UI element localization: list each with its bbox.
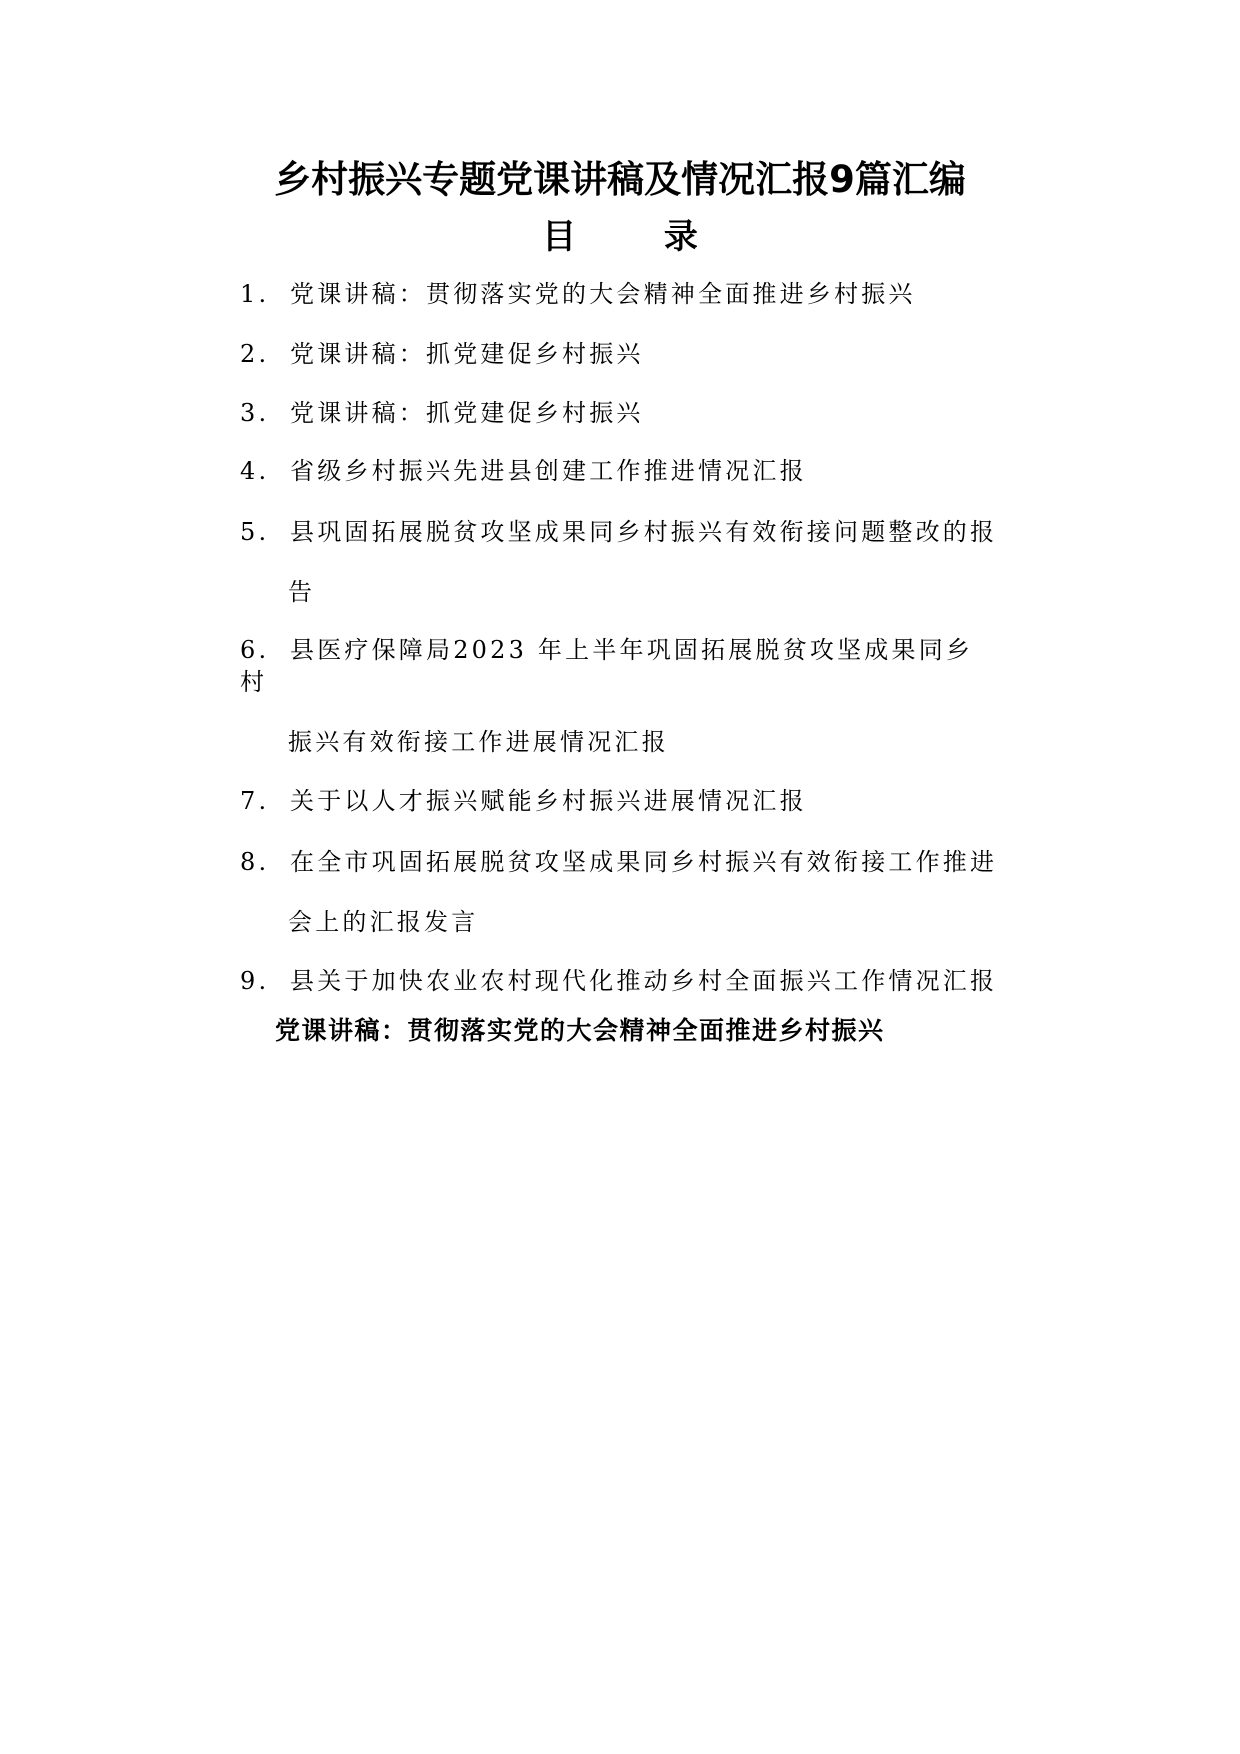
toc-item-text: 县医疗保障局2023 年上半年巩固拓展脱贫攻坚成果同乡 — [290, 636, 974, 664]
toc-item-8-continuation: 会上的汇报发言 — [288, 908, 479, 936]
toc-item-text: 党课讲稿：贯彻落实党的大会精神全面推进乡村振兴 — [290, 280, 916, 308]
toc-item-text: 关于以人才振兴赋能乡村振兴进展情况汇报 — [290, 787, 807, 815]
toc-item-6 — [240, 630, 973, 670]
toc-item-text: 党课讲稿：抓党建促乡村振兴 — [290, 340, 644, 368]
toc-item-6-continuation: 振兴有效衔接工作进展情况汇报 — [288, 728, 669, 756]
document-title: 乡村振兴专题党课讲稿及情况汇报9篇汇编 — [274, 158, 966, 201]
toc-item-number: 7. — [240, 787, 270, 815]
toc-item-5 — [240, 512, 997, 552]
toc-item-text: 在全市巩固拓展脱贫攻坚成果同乡村振兴有效衔接工作推进 — [290, 848, 998, 876]
toc-item-number: 9. — [240, 967, 270, 995]
toc-item-number: 6. — [240, 636, 270, 664]
toc-item-5-continuation: 告 — [288, 578, 316, 606]
toc-item-2 — [240, 334, 644, 374]
toc-item-number: 5. — [240, 518, 270, 546]
toc-item-6-wrap: 村 — [240, 668, 268, 696]
toc-item-text: 县关于加快农业农村现代化推动乡村全面振兴工作情况汇报 — [290, 967, 998, 995]
toc-item-8 — [240, 842, 997, 882]
toc-item-text: 党课讲稿：抓党建促乡村振兴 — [290, 399, 644, 427]
toc-item-number: 3. — [240, 399, 270, 427]
section-heading: 党课讲稿：贯彻落实党的大会精神全面推进乡村振兴 — [275, 1016, 885, 1045]
toc-item-text: 省级乡村振兴先进县创建工作推进情况汇报 — [290, 457, 807, 485]
toc-item-number: 4. — [240, 457, 270, 485]
toc-item-4 — [240, 451, 807, 491]
toc-item-7 — [240, 781, 807, 821]
toc-item-number: 1. — [240, 280, 270, 308]
toc-item-text: 县巩固拓展脱贫攻坚成果同乡村振兴有效衔接问题整改的报 — [290, 518, 998, 546]
toc-heading: 目 录 — [542, 217, 736, 257]
toc-item-1 — [240, 274, 916, 314]
toc-item-9 — [240, 961, 997, 1001]
toc-item-3 — [240, 393, 644, 433]
toc-item-number: 2. — [240, 340, 270, 368]
toc-item-number: 8. — [240, 848, 270, 876]
